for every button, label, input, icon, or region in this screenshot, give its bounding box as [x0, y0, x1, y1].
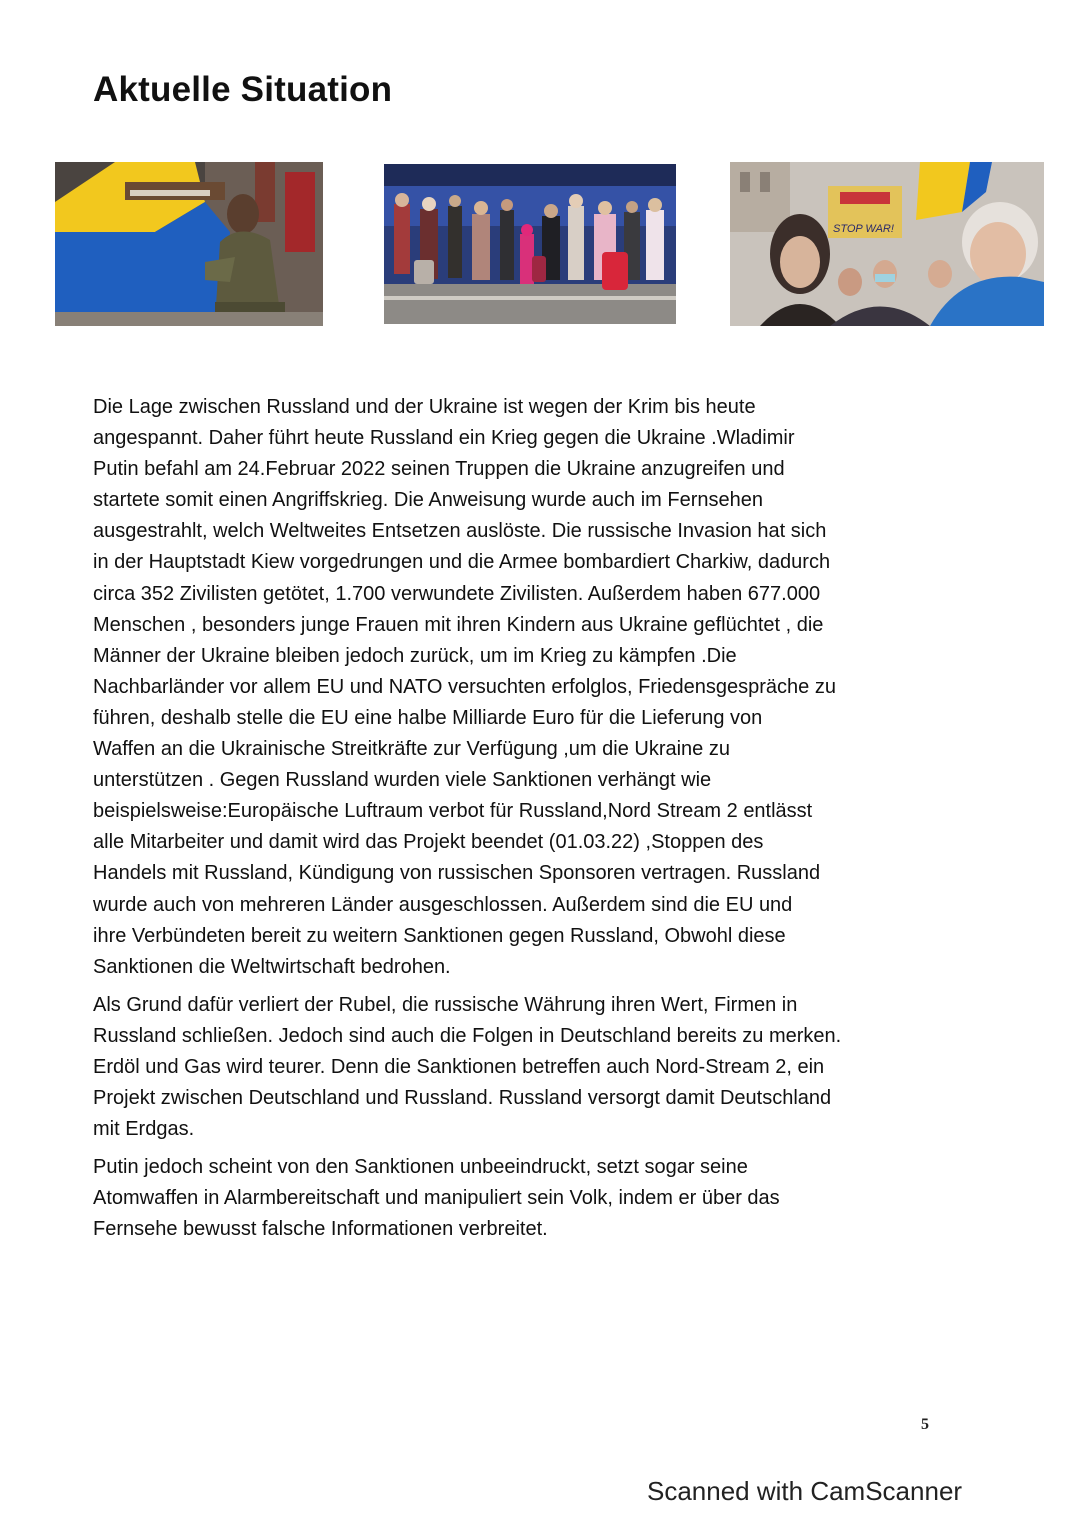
- text-line: Als Grund dafür verliert der Rubel, die russische Währung ihren Wert, Firmen in: [93, 993, 798, 1016]
- text-line: führen, deshalb stelle die EU eine halbe Milliarde Euro für die Lieferung von: [93, 706, 763, 729]
- text-line: Russland schließen. Jedoch sind auch die Folgen in Deutschland bereits zu merken.: [93, 1024, 842, 1047]
- text-line: Nachbarländer vor allem EU und NATO versuchten erfolglos, Friedensgespräche zu: [93, 675, 836, 698]
- text-line: Atomwaffen in Alarmbereitschaft und manipuliert sein Volk, indem er über das: [93, 1187, 780, 1210]
- text-line: wurde auch von mehreren Länder ausgeschlossen. Außerdem sind die EU und: [93, 893, 793, 916]
- text-line: Sanktionen die Weltwirtschaft bedrohen.: [93, 955, 451, 978]
- protest-stop-war-photo: [730, 162, 1044, 326]
- text-line: Projekt zwischen Deutschland und Russland. Russland versorgt damit Deutschland: [93, 1087, 832, 1110]
- text-line: Die Lage zwischen Russland und der Ukraine ist wegen der Krim bis heute: [93, 396, 756, 418]
- text-line: ausgestrahlt, welch Weltweites Entsetzen auslöste. Die russische Invasion hat sich: [93, 520, 827, 543]
- text-line: ihre Verbündeten bereit zu weitern Sanktionen gegen Russland, Obwohl diese: [93, 924, 786, 947]
- text-line: circa 352 Zivilisten getötet, 1.700 verwundete Zivilisten. Außerdem haben 677.000: [93, 582, 821, 605]
- paragraph-3: [93, 1152, 943, 1245]
- text-line: Menschen , besonders junge Frauen mit ihren Kindern aus Ukraine geflüchtet , die: [93, 613, 824, 636]
- page-title: Aktuelle Situation: [93, 70, 393, 109]
- text-line: Erdöl und Gas wird teurer. Denn die Sanktionen betreffen auch Nord-Stream 2, ein: [93, 1055, 825, 1078]
- text-line: alle Mitarbeiter und damit wird das Projekt beendet (01.03.22) ,Stoppen des: [93, 831, 764, 854]
- text-line: mit Erdgas.: [93, 1118, 195, 1141]
- protest-sign-text: STOP WAR!: [833, 223, 894, 235]
- article-body: [93, 392, 943, 1253]
- text-line: Männer der Ukraine bleiben jedoch zurück, um im Krieg zu kämpfen .Die: [93, 644, 737, 667]
- text-line: angespannt. Daher führt heute Russland ein Krieg gegen die Ukraine .Wladimir: [93, 427, 795, 450]
- paragraph-1: [93, 392, 943, 983]
- text-line: in der Hauptstadt Kiew vorgedrungen und die Armee bombardiert Charkiw, dadurch: [93, 551, 831, 574]
- text-line: Fernsehe bewusst falsche Informationen verbreitet.: [93, 1218, 548, 1241]
- text-line: beispielsweise:Europäische Luftraum verbot für Russland,Nord Stream 2 entlässt: [93, 800, 813, 823]
- text-line: Putin jedoch scheint von den Sanktionen unbeeindruckt, setzt sogar seine: [93, 1156, 748, 1179]
- text-line: startete somit einen Angriffskrieg. Die Anweisung wurde auch im Fernsehen: [93, 489, 763, 512]
- camscanner-watermark: Scanned with CamScanner: [647, 1476, 963, 1506]
- text-line: Waffen an die Ukrainische Streitkräfte zur Verfügung ,um die Ukraine zu: [93, 738, 730, 761]
- text-line: Putin befahl am 24.Februar 2022 seinen Truppen die Ukraine anzugreifen und: [93, 458, 785, 481]
- paragraph-2: [93, 990, 943, 1145]
- soldier-at-flag-coffin-photo: [55, 162, 323, 326]
- refugees-at-train-station-photo: [384, 164, 676, 324]
- text-line: unterstützen . Gegen Russland wurden viele Sanktionen verhängt wie: [93, 769, 712, 792]
- page-number: 5: [921, 1416, 929, 1433]
- text-line: Handels mit Russland, Kündigung von russischen Sponsoren vertragen. Russland: [93, 862, 821, 885]
